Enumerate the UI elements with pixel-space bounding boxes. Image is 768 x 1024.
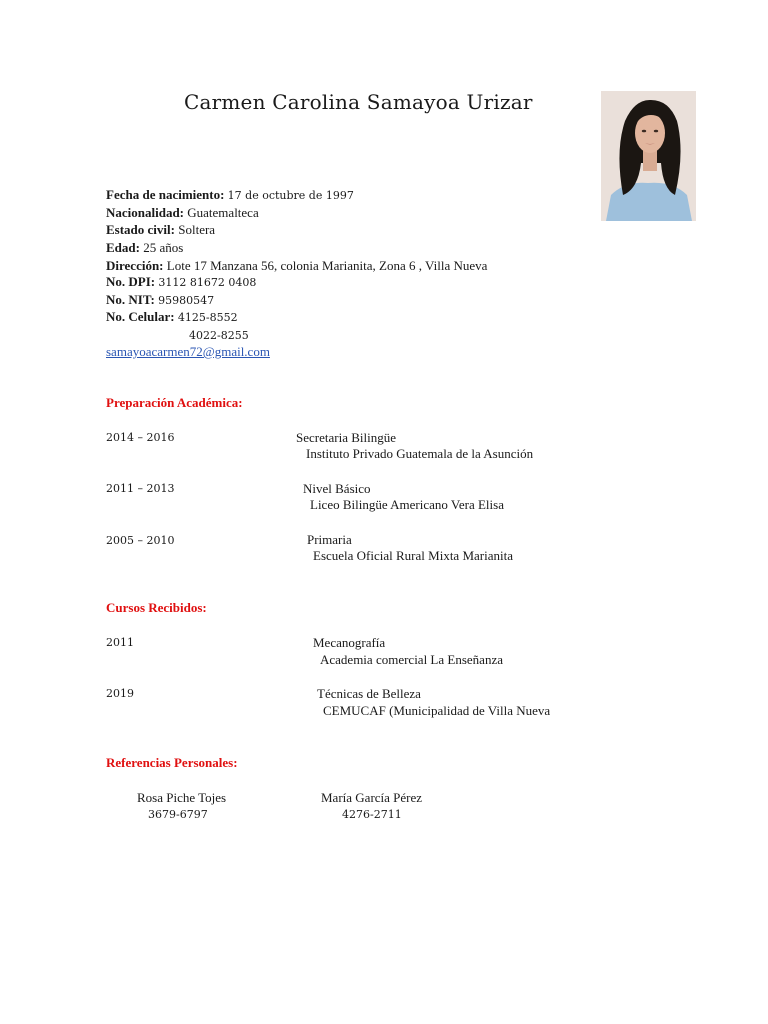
references-heading: Referencias Personales: [106,755,238,770]
cell-row [106,309,238,325]
address-value: Lote 17 Manzana 56, colonia Marianita, Zona 6 , Villa Nueva [166,258,488,273]
academic-degree-1: Secretaria Bilingüe [296,430,396,445]
civil-status-row [106,222,215,238]
course-place-1: Academia comercial La Enseñanza [320,652,503,667]
academic-degree-3: Primaria [307,532,352,547]
academic-school-2: Liceo Bilingüe Americano Vera Elisa [310,497,504,512]
applicant-name: Carmen Carolina Samayoa Urizar [184,90,533,114]
profile-photo [601,91,696,221]
academic-degree-2: Nivel Básico [303,481,371,496]
age-row [106,240,183,256]
civil-status-label: Estado civil: [106,222,175,237]
reference-name-1: Rosa Piche Tojes [137,790,227,805]
nationality-value: Guatemalteca [187,205,259,220]
reference-phone-2: 4276-2711 [342,808,402,821]
academic-heading: Preparación Académica: [106,395,243,410]
nit-label: No. NIT: [106,292,155,307]
courses-heading: Cursos Recibidos: [106,600,207,615]
email-link[interactable]: samayoacarmen72@gmail.com [106,344,270,359]
cell-row-2 [189,327,249,343]
dpi-label: No. DPI: [106,274,156,289]
course-year-1: 2011 [106,636,134,649]
dpi-value: 3112 81672 0408 [158,276,257,289]
birth-date-label: Fecha de nacimiento: [106,187,225,202]
nit-value: 95980547 [158,294,215,307]
reference-name-2: María García Pérez [321,790,423,805]
nationality-label: Nacionalidad: [106,205,185,220]
address-row [106,258,487,274]
academic-school-1: Instituto Privado Guatemala de la Asunción [306,446,534,461]
civil-status-value: Soltera [178,222,216,237]
dpi-row [106,274,256,290]
cell-value-1: 4125-8552 [177,311,238,324]
course-year-2: 2019 [106,687,134,700]
reference-phone-1: 3679-6797 [148,808,208,821]
course-place-2: CEMUCAF (Municipalidad de Villa Nueva [323,703,551,718]
profile-photo-image [601,91,696,221]
address-label: Dirección: [106,258,164,273]
cell-value-2: 4022-8255 [189,329,249,342]
birth-date-value: 17 de octubre de 1997 [227,189,354,202]
nationality-row [106,205,259,221]
academic-years-1: 2014 – 2016 [106,431,175,444]
academic-school-3: Escuela Oficial Rural Mixta Marianita [313,548,513,563]
nit-row [106,292,214,308]
course-name-1: Mecanografía [313,635,386,650]
birth-date-row [106,187,354,203]
cell-label: No. Celular: [106,309,175,324]
course-name-2: Técnicas de Belleza [317,686,421,701]
academic-years-3: 2005 – 2010 [106,534,175,547]
age-label: Edad: [106,240,140,255]
academic-years-2: 2011 – 2013 [106,482,175,495]
age-value: 25 años [143,240,184,255]
